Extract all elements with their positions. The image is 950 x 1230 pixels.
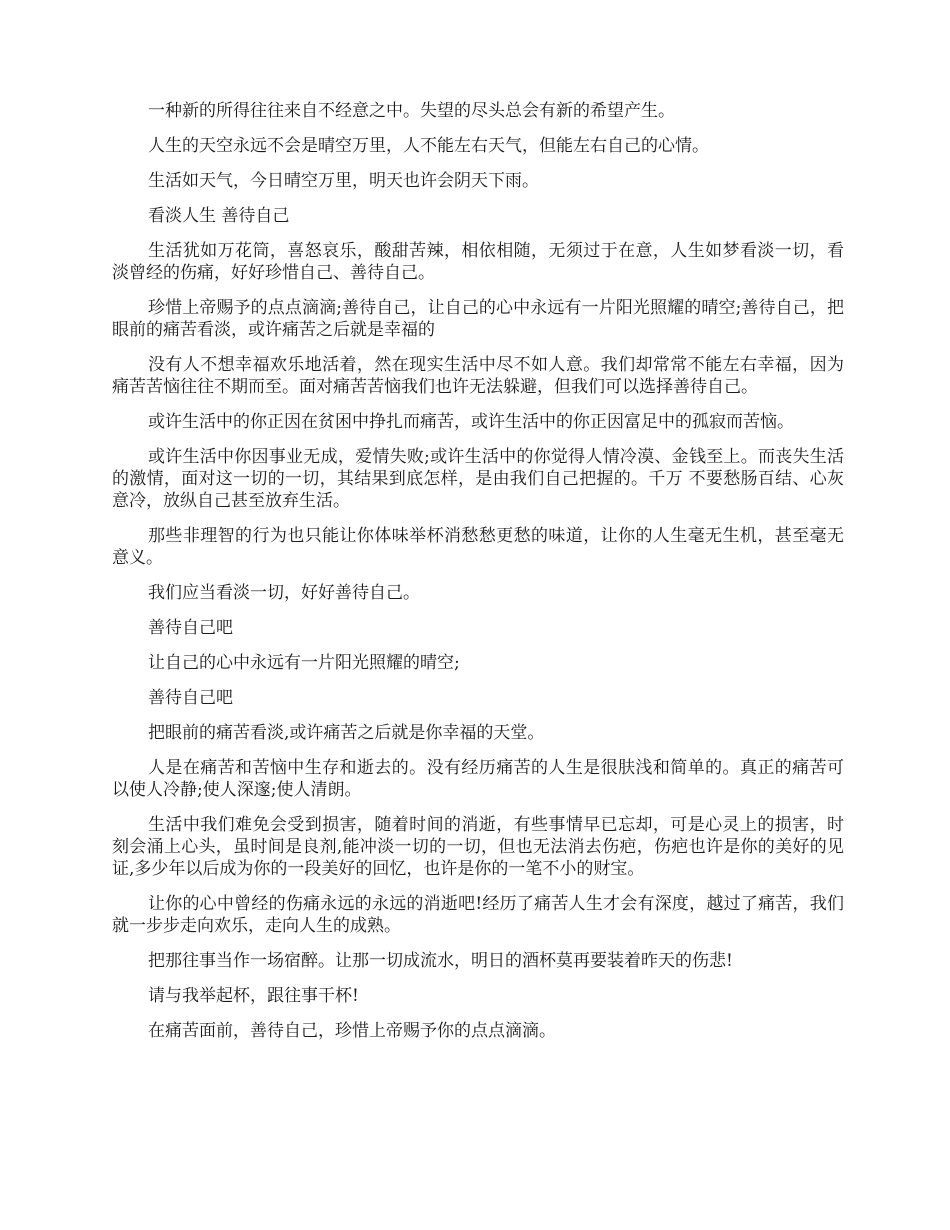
paragraph: 那些非理智的行为也只能让你体味举杯消愁愁更愁的味道，让你的人生毫无生机，甚至毫无意义。 [112, 526, 844, 568]
section-heading: 看淡人生 善待自己 [148, 206, 290, 226]
paragraph: 没有人不想幸福欢乐地活着，然在现实生活中尽不如人意。我们却常常不能左右幸福，因为痛苦苦恼往往不期而至。面对痛苦苦恼我们也许无法躲避，但我们可以选择善待自己。 [112, 355, 844, 397]
paragraph: 生活中我们难免会受到损害，随着时间的消逝，有些事情早已忘却，可是心灵上的损害，时刻会涌上心头，虽时间是良剂,能冲淡一切的一切，但也无法消去伤疤，伤疤也许是你的美好的见证,多少年以后成为你的一段美好的回忆，也许是你的一笔不小的财宝。 [112, 815, 844, 879]
paragraph: 在痛苦面前，善待自己，珍惜上帝赐予你的点点滴滴。 [148, 1021, 556, 1041]
document-body [112, 100, 844, 1055]
paragraph: 善待自己吧 [148, 618, 233, 638]
paragraph: 让你的心中曾经的伤痛永远的永远的消逝吧!经历了痛苦人生才会有深度，越过了痛苦，我们就一步步走向欢乐，走向人生的成熟。 [112, 894, 844, 936]
paragraph: 或许生活中你因事业无成，爱情失败;或许生活中的你觉得人情冷漠、金钱至上。而丧失生活的激情，面对这一切的一切，其结果到底怎样，是由我们自己把握的。千万 不要愁肠百结、心灰意冷，放纵自己甚至放弃生活。 [112, 447, 844, 511]
paragraph: 请与我举起杯，跟往事干杯! [148, 986, 359, 1006]
paragraph: 人是在痛苦和苦恼中生存和逝去的。没有经历痛苦的人生是很肤浅和简单的。真正的痛苦可以使人冷静;使人深邃;使人清朗。 [112, 758, 844, 800]
paragraph: 把眼前的痛苦看淡,或许痛苦之后就是你幸福的天堂。 [148, 723, 545, 743]
paragraph: 我们应当看淡一切，好好善待自己。 [148, 583, 420, 603]
paragraph: 人生的天空永远不会是晴空万里，人不能左右天气，但能左右自己的心情。 [148, 136, 709, 156]
paragraph: 生活犹如万花筒，喜怒哀乐，酸甜苦辣，相依相随，无须过于在意，人生如梦看淡一切，看淡曾经的伤痛，好好珍惜自己、善待自己。 [112, 241, 844, 283]
paragraph: 让自己的心中永远有一片阳光照耀的晴空; [148, 653, 460, 673]
paragraph: 善待自己吧 [148, 688, 233, 708]
paragraph: 或许生活中的你正因在贫困中挣扎而痛苦，或许生活中的你正因富足中的孤寂而苦恼。 [148, 412, 794, 432]
paragraph: 生活如天气，今日晴空万里，明天也许会阴天下雨。 [148, 171, 539, 191]
paragraph: 一种新的所得往往来自不经意之中。失望的尽头总会有新的希望产生。 [148, 101, 675, 121]
paragraph: 珍惜上帝赐予的点点滴滴;善待自己，让自己的心中永远有一片阳光照耀的晴空;善待自己，把眼前的痛苦看淡，或许痛苦之后就是幸福的 [112, 298, 844, 340]
paragraph: 把那往事当作一场宿醉。让那一切成流水，明日的酒杯莫再要装着昨天的伤悲! [148, 951, 733, 971]
